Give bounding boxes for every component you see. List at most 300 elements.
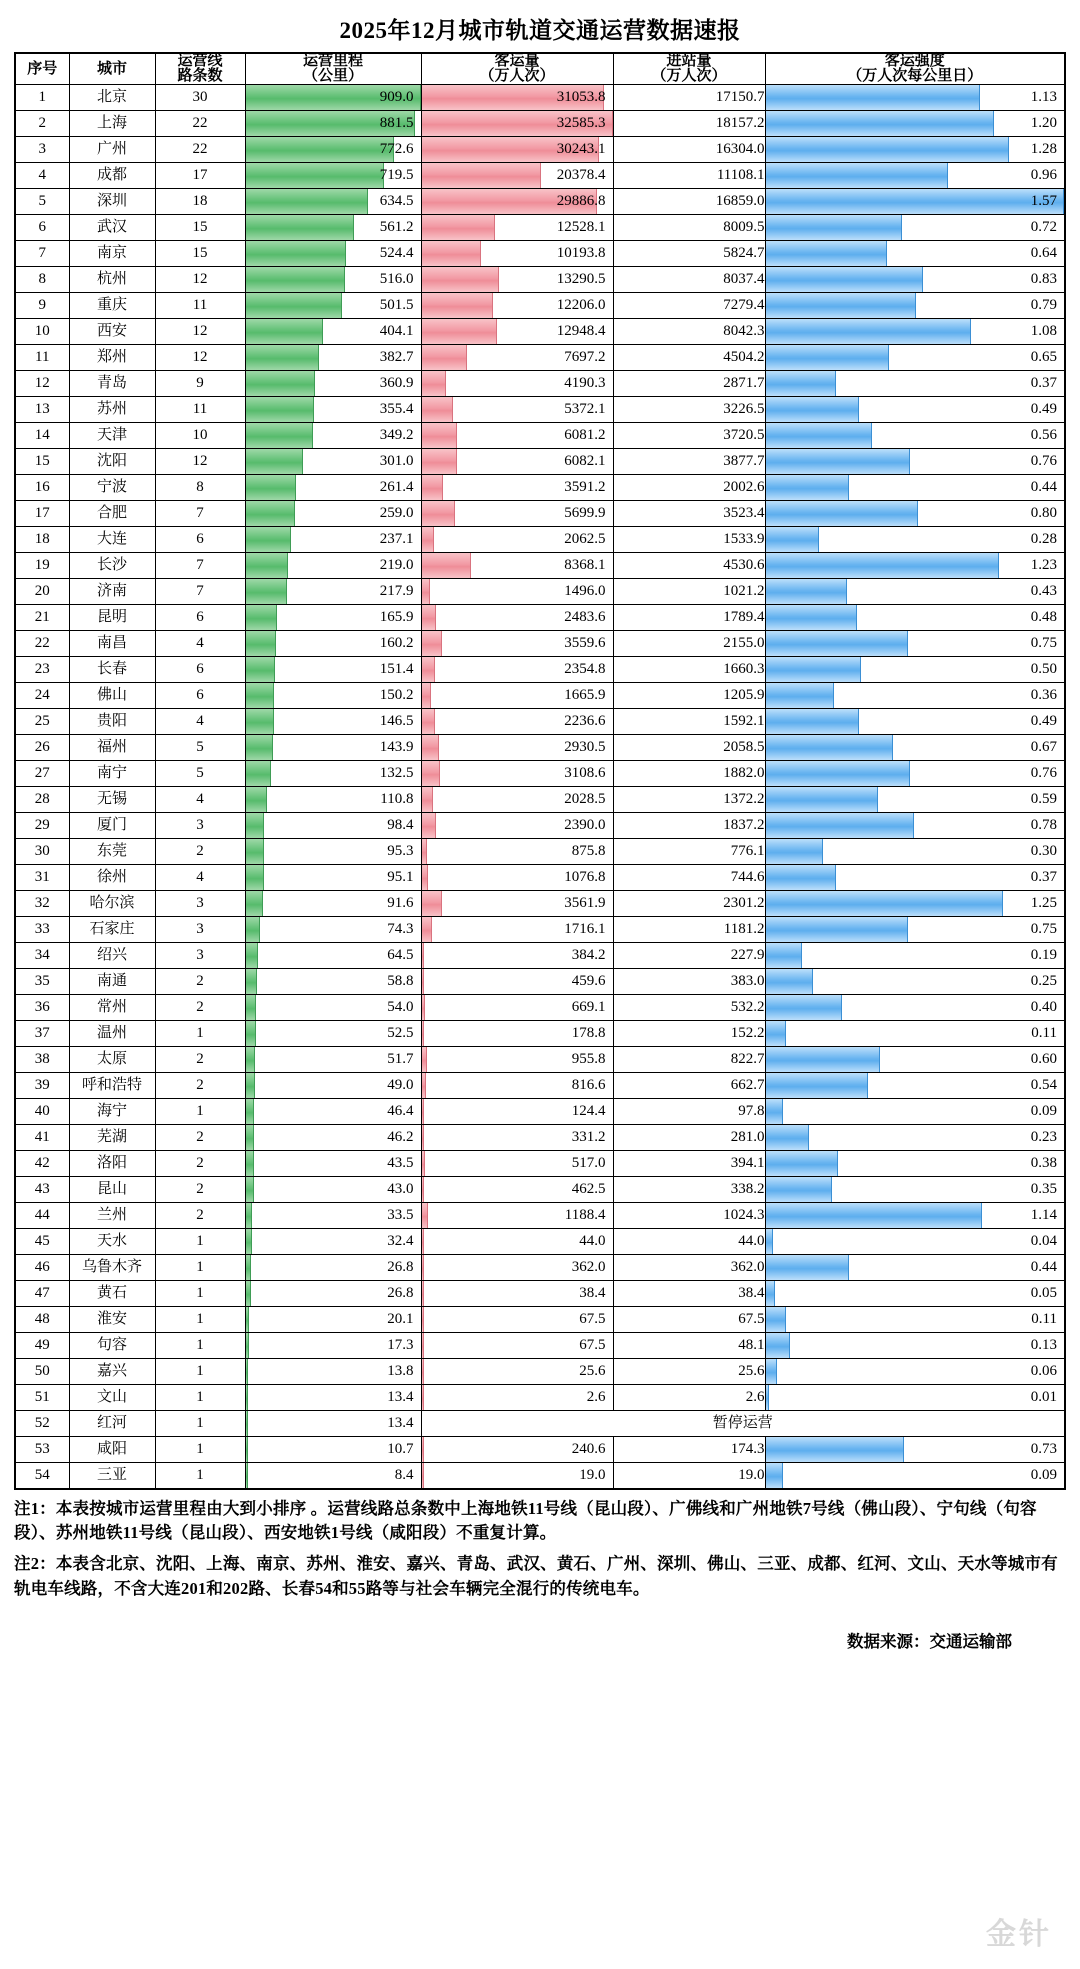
row-intensity <box>765 605 1065 631</box>
row-mileage-value: 32.4 <box>387 1233 414 1249</box>
row-passengers <box>421 189 613 215</box>
row-passengers <box>421 1073 613 1099</box>
row-intensity <box>765 839 1065 865</box>
row-intensity-value: 1.28 <box>1030 141 1057 157</box>
row-intensity-value: 0.44 <box>1030 1259 1057 1275</box>
row-lines: 1 <box>155 1411 245 1437</box>
header-city: 城市 <box>69 53 155 85</box>
row-mileage-value: 13.4 <box>387 1389 414 1405</box>
row-city: 昆明 <box>69 605 155 631</box>
table-row <box>15 163 1065 189</box>
row-mileage-value: 501.5 <box>379 297 414 313</box>
row-city: 贵阳 <box>69 709 155 735</box>
row-lines: 6 <box>155 657 245 683</box>
row-passengers-value: 2930.5 <box>564 739 606 755</box>
row-city: 太原 <box>69 1047 155 1073</box>
row-passengers <box>421 1151 613 1177</box>
row-mileage <box>245 1125 421 1151</box>
row-passengers-value: 2.6 <box>586 1389 606 1405</box>
row-passengers <box>421 865 613 891</box>
row-lines: 9 <box>155 371 245 397</box>
row-intensity-value: 0.59 <box>1030 791 1057 807</box>
row-passengers <box>421 1177 613 1203</box>
row-index: 6 <box>15 215 69 241</box>
row-entries: 1882.0 <box>613 761 765 787</box>
row-index: 49 <box>15 1333 69 1359</box>
row-lines: 2 <box>155 839 245 865</box>
row-intensity-value: 0.36 <box>1030 687 1057 703</box>
row-intensity-value: 0.60 <box>1030 1051 1057 1067</box>
row-passengers-value: 12528.1 <box>556 219 606 235</box>
row-passengers-value: 2483.6 <box>564 609 606 625</box>
row-lines: 15 <box>155 215 245 241</box>
row-lines: 7 <box>155 553 245 579</box>
row-intensity <box>765 761 1065 787</box>
row-passengers-value: 12948.4 <box>556 323 606 339</box>
row-passengers <box>421 371 613 397</box>
row-lines: 2 <box>155 995 245 1021</box>
row-city: 天水 <box>69 1229 155 1255</box>
row-intensity <box>765 189 1065 215</box>
row-lines: 22 <box>155 111 245 137</box>
header-lines-line2: 路条数 <box>177 68 223 84</box>
row-mileage-value: 261.4 <box>379 479 414 495</box>
row-entries: 67.5 <box>613 1307 765 1333</box>
table-row <box>15 995 1065 1021</box>
row-passengers-value: 240.6 <box>571 1441 606 1457</box>
row-entries: 1660.3 <box>613 657 765 683</box>
row-city: 上海 <box>69 111 155 137</box>
row-intensity-value: 0.54 <box>1030 1077 1057 1093</box>
row-index: 36 <box>15 995 69 1021</box>
row-passengers-value: 6082.1 <box>564 453 606 469</box>
metro-operation-table <box>14 52 1066 1490</box>
row-mileage-value: 404.1 <box>379 323 414 339</box>
row-mileage-value: 349.2 <box>379 427 414 443</box>
row-intensity-value: 1.25 <box>1030 895 1057 911</box>
row-lines: 4 <box>155 709 245 735</box>
row-intensity-value: 0.73 <box>1030 1441 1057 1457</box>
row-entries: 1021.2 <box>613 579 765 605</box>
row-intensity <box>765 163 1065 189</box>
row-passengers <box>421 709 613 735</box>
row-passengers <box>421 293 613 319</box>
row-entries: 2155.0 <box>613 631 765 657</box>
row-mileage-value: 13.8 <box>387 1363 414 1379</box>
row-intensity <box>765 1177 1065 1203</box>
row-city: 淮安 <box>69 1307 155 1333</box>
row-mileage <box>245 137 421 163</box>
row-intensity <box>765 631 1065 657</box>
row-intensity-value: 0.19 <box>1030 947 1057 963</box>
row-index: 31 <box>15 865 69 891</box>
row-lines: 2 <box>155 1125 245 1151</box>
row-mileage-value: 95.3 <box>387 843 414 859</box>
row-mileage-value: 301.0 <box>379 453 414 469</box>
row-passengers-value: 6081.2 <box>564 427 606 443</box>
row-mileage <box>245 735 421 761</box>
row-intensity-value: 0.76 <box>1030 453 1057 469</box>
row-passengers <box>421 995 613 1021</box>
row-passengers <box>421 735 613 761</box>
row-intensity <box>765 891 1065 917</box>
row-city: 佛山 <box>69 683 155 709</box>
row-lines: 3 <box>155 891 245 917</box>
row-intensity-value: 0.37 <box>1030 869 1057 885</box>
watermark: 金针 <box>986 1918 1052 1951</box>
table-row <box>15 865 1065 891</box>
row-mileage-value: 143.9 <box>379 739 414 755</box>
row-index: 52 <box>15 1411 69 1437</box>
row-mileage <box>245 1099 421 1125</box>
row-index: 22 <box>15 631 69 657</box>
row-entries: 2871.7 <box>613 371 765 397</box>
row-entries: 8042.3 <box>613 319 765 345</box>
header-mileage-line2: （公里） <box>302 68 363 84</box>
row-lines: 6 <box>155 605 245 631</box>
row-passengers-value: 2236.6 <box>564 713 606 729</box>
row-entries: 48.1 <box>613 1333 765 1359</box>
row-intensity-value: 1.57 <box>1030 193 1057 209</box>
row-index: 18 <box>15 527 69 553</box>
table-row <box>15 1333 1065 1359</box>
row-mileage <box>245 371 421 397</box>
row-entries: 17150.7 <box>613 85 765 111</box>
row-mileage <box>245 501 421 527</box>
row-lines: 10 <box>155 423 245 449</box>
table-row <box>15 683 1065 709</box>
row-city: 无锡 <box>69 787 155 813</box>
table-row <box>15 449 1065 475</box>
table-row <box>15 293 1065 319</box>
table-row <box>15 1125 1065 1151</box>
row-intensity <box>765 215 1065 241</box>
table-body <box>15 85 1065 1489</box>
row-entries: 1205.9 <box>613 683 765 709</box>
row-index: 40 <box>15 1099 69 1125</box>
row-passengers-value: 517.0 <box>571 1155 606 1171</box>
row-intensity <box>765 1385 1065 1411</box>
row-intensity <box>765 1359 1065 1385</box>
row-index: 47 <box>15 1281 69 1307</box>
row-intensity <box>765 657 1065 683</box>
row-index: 24 <box>15 683 69 709</box>
row-mileage <box>245 1073 421 1099</box>
row-intensity-value: 0.65 <box>1030 349 1057 365</box>
row-passengers-value: 25.6 <box>579 1363 606 1379</box>
row-mileage-value: 909.0 <box>379 89 414 105</box>
row-city: 合肥 <box>69 501 155 527</box>
row-passengers <box>421 449 613 475</box>
row-index: 42 <box>15 1151 69 1177</box>
row-entries: 19.0 <box>613 1463 765 1489</box>
row-intensity-value: 0.75 <box>1030 635 1057 651</box>
row-intensity-value: 0.04 <box>1030 1233 1057 1249</box>
row-city: 南通 <box>69 969 155 995</box>
row-entries: 174.3 <box>613 1437 765 1463</box>
row-passengers-value: 3108.6 <box>564 765 606 781</box>
row-index: 41 <box>15 1125 69 1151</box>
table-row <box>15 1099 1065 1125</box>
row-passengers <box>421 1333 613 1359</box>
row-city: 南宁 <box>69 761 155 787</box>
row-intensity-value: 1.08 <box>1030 323 1057 339</box>
row-entries: 152.2 <box>613 1021 765 1047</box>
row-mileage-value: 13.4 <box>387 1415 414 1431</box>
row-passengers-value: 67.5 <box>579 1337 606 1353</box>
row-mileage-value: 219.0 <box>379 557 414 573</box>
row-mileage-value: 91.6 <box>387 895 414 911</box>
row-lines: 1 <box>155 1307 245 1333</box>
row-lines: 1 <box>155 1281 245 1307</box>
row-mileage <box>245 1359 421 1385</box>
row-city: 绍兴 <box>69 943 155 969</box>
row-mileage-value: 132.5 <box>379 765 414 781</box>
row-intensity <box>765 787 1065 813</box>
row-city: 宁波 <box>69 475 155 501</box>
row-mileage <box>245 241 421 267</box>
row-mileage <box>245 1463 421 1489</box>
table-row <box>15 1411 1065 1437</box>
row-city: 长春 <box>69 657 155 683</box>
row-lines: 4 <box>155 865 245 891</box>
row-mileage-value: 95.1 <box>387 869 414 885</box>
row-passengers-value: 1188.4 <box>564 1207 606 1223</box>
row-intensity-value: 0.79 <box>1030 297 1057 313</box>
row-mileage-value: 146.5 <box>379 713 414 729</box>
row-index: 35 <box>15 969 69 995</box>
row-index: 43 <box>15 1177 69 1203</box>
row-passengers-value: 12206.0 <box>556 297 606 313</box>
header-lines <box>155 53 245 85</box>
row-lines: 5 <box>155 735 245 761</box>
row-intensity-value: 0.48 <box>1030 609 1057 625</box>
row-passengers-value: 19.0 <box>579 1466 606 1483</box>
row-index: 12 <box>15 371 69 397</box>
row-entries: 362.0 <box>613 1255 765 1281</box>
row-mileage <box>245 813 421 839</box>
row-intensity <box>765 137 1065 163</box>
row-entries: 97.8 <box>613 1099 765 1125</box>
row-mileage-value: 217.9 <box>379 583 414 599</box>
row-lines: 22 <box>155 137 245 163</box>
row-intensity <box>765 449 1065 475</box>
row-lines: 1 <box>155 1333 245 1359</box>
row-entries: 338.2 <box>613 1177 765 1203</box>
row-intensity-value: 0.09 <box>1030 1103 1057 1119</box>
row-intensity-value: 0.64 <box>1030 245 1057 261</box>
row-passengers-value: 1496.0 <box>564 583 606 599</box>
row-passengers-value: 1716.1 <box>564 921 606 937</box>
header-passengers-line2: （万人次） <box>479 68 555 84</box>
row-intensity-value: 0.75 <box>1030 921 1057 937</box>
row-mileage-value: 151.4 <box>379 661 414 677</box>
row-city: 青岛 <box>69 371 155 397</box>
row-mileage <box>245 111 421 137</box>
table-row <box>15 839 1065 865</box>
row-mileage <box>245 1047 421 1073</box>
table-row <box>15 1437 1065 1463</box>
table-row <box>15 1047 1065 1073</box>
row-intensity <box>765 1073 1065 1099</box>
row-mileage <box>245 1255 421 1281</box>
row-lines: 2 <box>155 1177 245 1203</box>
row-city: 海宁 <box>69 1099 155 1125</box>
row-intensity <box>765 501 1065 527</box>
table-row <box>15 501 1065 527</box>
row-intensity <box>765 1125 1065 1151</box>
row-index: 16 <box>15 475 69 501</box>
row-mileage <box>245 891 421 917</box>
row-mileage-value: 52.5 <box>387 1025 414 1041</box>
header-intensity <box>765 53 1065 85</box>
row-mileage <box>245 657 421 683</box>
row-lines: 1 <box>155 1463 245 1489</box>
row-intensity-value: 0.72 <box>1030 219 1057 235</box>
row-city: 南京 <box>69 241 155 267</box>
row-mileage <box>245 1021 421 1047</box>
row-city: 广州 <box>69 137 155 163</box>
row-lines: 12 <box>155 267 245 293</box>
row-mileage <box>245 267 421 293</box>
row-entries: 383.0 <box>613 969 765 995</box>
row-intensity-value: 0.43 <box>1030 583 1057 599</box>
row-passengers <box>421 839 613 865</box>
row-index: 25 <box>15 709 69 735</box>
row-intensity-value: 1.13 <box>1030 89 1057 105</box>
row-passengers-value: 31053.8 <box>556 89 606 105</box>
row-index: 44 <box>15 1203 69 1229</box>
row-mileage <box>245 683 421 709</box>
row-passengers <box>421 1281 613 1307</box>
row-index: 15 <box>15 449 69 475</box>
row-intensity-value: 0.30 <box>1030 843 1057 859</box>
row-mileage-value: 49.0 <box>387 1077 414 1093</box>
row-mileage <box>245 319 421 345</box>
table-row <box>15 787 1065 813</box>
row-index: 53 <box>15 1437 69 1463</box>
row-entries: 4504.2 <box>613 345 765 371</box>
row-city: 大连 <box>69 527 155 553</box>
row-mileage <box>245 1411 421 1437</box>
row-intensity <box>765 475 1065 501</box>
row-passengers <box>421 579 613 605</box>
header-lines-line1: 运营线 <box>177 53 223 69</box>
row-intensity-value: 1.20 <box>1030 115 1057 131</box>
row-lines: 4 <box>155 631 245 657</box>
note-2: 注2：本表含北京、沈阳、上海、南京、苏州、淮安、嘉兴、青岛、武汉、黄石、广州、深圳、佛山、三亚、成都、红河、文山、天水等城市有轨电车线路，不含大连201和202路、长春54和55路等与社会车辆完全混行的传统电车。 <box>14 1554 1058 1598</box>
row-passengers <box>421 787 613 813</box>
row-passengers-value: 669.1 <box>571 999 606 1015</box>
header-entries-line1: 进站量 <box>666 53 712 69</box>
row-passengers <box>421 397 613 423</box>
row-mileage <box>245 839 421 865</box>
row-passengers <box>421 605 613 631</box>
row-passengers <box>421 319 613 345</box>
row-intensity <box>765 553 1065 579</box>
row-intensity-value: 1.14 <box>1030 1207 1057 1223</box>
row-passengers <box>421 761 613 787</box>
table-row <box>15 1385 1065 1411</box>
row-mileage <box>245 1307 421 1333</box>
row-index: 9 <box>15 293 69 319</box>
row-mileage-value: 26.8 <box>387 1285 414 1301</box>
row-entries: 11108.1 <box>613 163 765 189</box>
row-mileage-value: 64.5 <box>387 947 414 963</box>
row-intensity-value: 0.80 <box>1030 505 1057 521</box>
row-mileage <box>245 1229 421 1255</box>
row-city: 天津 <box>69 423 155 449</box>
row-passengers-value: 955.8 <box>571 1051 606 1067</box>
row-city: 深圳 <box>69 189 155 215</box>
row-city: 苏州 <box>69 397 155 423</box>
row-mileage-value: 524.4 <box>379 245 414 261</box>
row-lines: 7 <box>155 501 245 527</box>
table-row <box>15 85 1065 111</box>
row-passengers <box>421 501 613 527</box>
row-intensity <box>765 267 1065 293</box>
row-index: 3 <box>15 137 69 163</box>
row-city: 石家庄 <box>69 917 155 943</box>
row-passengers-value: 20378.4 <box>556 167 606 183</box>
row-mileage <box>245 293 421 319</box>
row-entries: 18157.2 <box>613 111 765 137</box>
row-intensity <box>765 1307 1065 1333</box>
row-passengers <box>421 1021 613 1047</box>
row-intensity-value: 0.37 <box>1030 375 1057 391</box>
data-source: 数据来源：交通运输部 <box>847 1631 1012 1651</box>
note-1: 注1：本表按城市运营里程由大到小排序 。运营线路总条数中上海地铁11号线（昆山段）、广佛线和广州地铁7号线（佛山段）、宁句线（句容段）、苏州地铁11号线（昆山段）、西安地铁1号线（咸阳段）不重复计算。 <box>14 1498 1037 1543</box>
table-row <box>15 1203 1065 1229</box>
row-lines: 1 <box>155 1021 245 1047</box>
row-entries: 4530.6 <box>613 553 765 579</box>
row-lines: 12 <box>155 319 245 345</box>
row-lines: 5 <box>155 761 245 787</box>
row-entries: 3523.4 <box>613 501 765 527</box>
row-passengers-value: 13290.5 <box>556 271 606 287</box>
row-entries: 16304.0 <box>613 137 765 163</box>
row-passengers-value: 2028.5 <box>564 791 606 807</box>
row-intensity <box>765 1255 1065 1281</box>
row-mileage-value: 360.9 <box>379 375 414 391</box>
row-index: 2 <box>15 111 69 137</box>
row-mileage-value: 10.7 <box>387 1441 414 1457</box>
row-mileage-value: 20.1 <box>387 1311 414 1327</box>
row-city: 武汉 <box>69 215 155 241</box>
row-passengers-value: 1076.8 <box>564 869 606 885</box>
row-entries: 3877.7 <box>613 449 765 475</box>
row-passengers <box>421 891 613 917</box>
table-row <box>15 241 1065 267</box>
row-mileage-value: 561.2 <box>379 219 414 235</box>
row-passengers-value: 3561.9 <box>564 895 606 911</box>
table-row <box>15 553 1065 579</box>
row-lines: 1 <box>155 1099 245 1125</box>
row-passengers-value: 178.8 <box>571 1025 606 1041</box>
row-mileage-value: 259.0 <box>379 505 414 521</box>
row-city: 哈尔滨 <box>69 891 155 917</box>
row-passengers <box>421 1047 613 1073</box>
row-passengers-value: 32585.3 <box>556 115 606 131</box>
row-city: 芜湖 <box>69 1125 155 1151</box>
row-index: 5 <box>15 189 69 215</box>
row-passengers <box>421 1307 613 1333</box>
row-passengers-value: 10193.8 <box>556 245 606 261</box>
row-index: 32 <box>15 891 69 917</box>
row-intensity-value: 0.49 <box>1030 401 1057 417</box>
row-index: 10 <box>15 319 69 345</box>
table-row <box>15 371 1065 397</box>
